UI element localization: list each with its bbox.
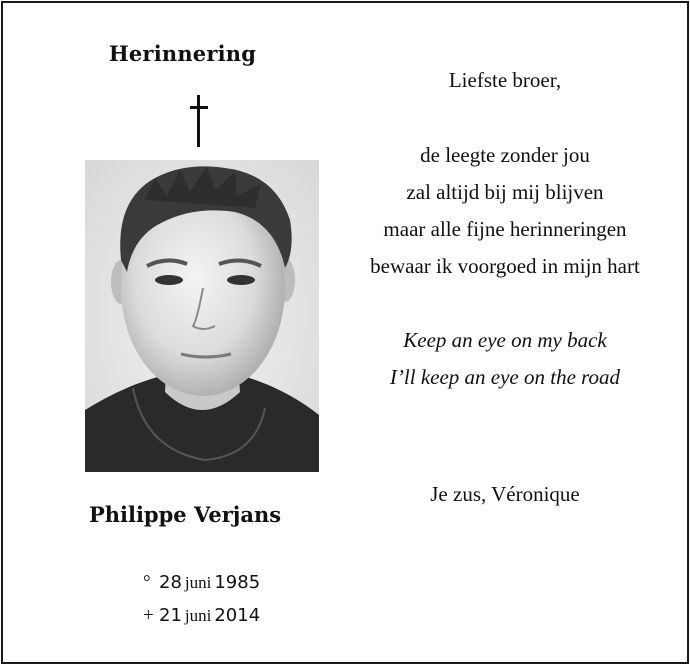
poem-line: zal altijd bij mij blijven: [406, 180, 604, 204]
cross-icon: [190, 95, 208, 147]
death-date: + 21 juni 2014: [143, 605, 261, 626]
poem-line: I’ll keep an eye on the road: [389, 365, 621, 389]
poem-salutation: Liefste broer,: [448, 68, 562, 92]
poem-line: maar alle fijne herinneringen: [383, 217, 627, 241]
poem-signature: Je zus, Véronique: [430, 482, 580, 506]
poem-line: de leegte zonder jou: [420, 143, 590, 167]
deceased-name: Philippe Verjans: [88, 502, 282, 527]
poem-line: Keep an eye on my back: [403, 328, 607, 352]
poem-line: bewaar ik voorgoed in mijn hart: [370, 254, 640, 278]
birth-date: ° 28 juni 1985: [143, 572, 261, 593]
card-heading: Herinnering: [108, 41, 257, 66]
portrait-photo: [85, 160, 319, 472]
